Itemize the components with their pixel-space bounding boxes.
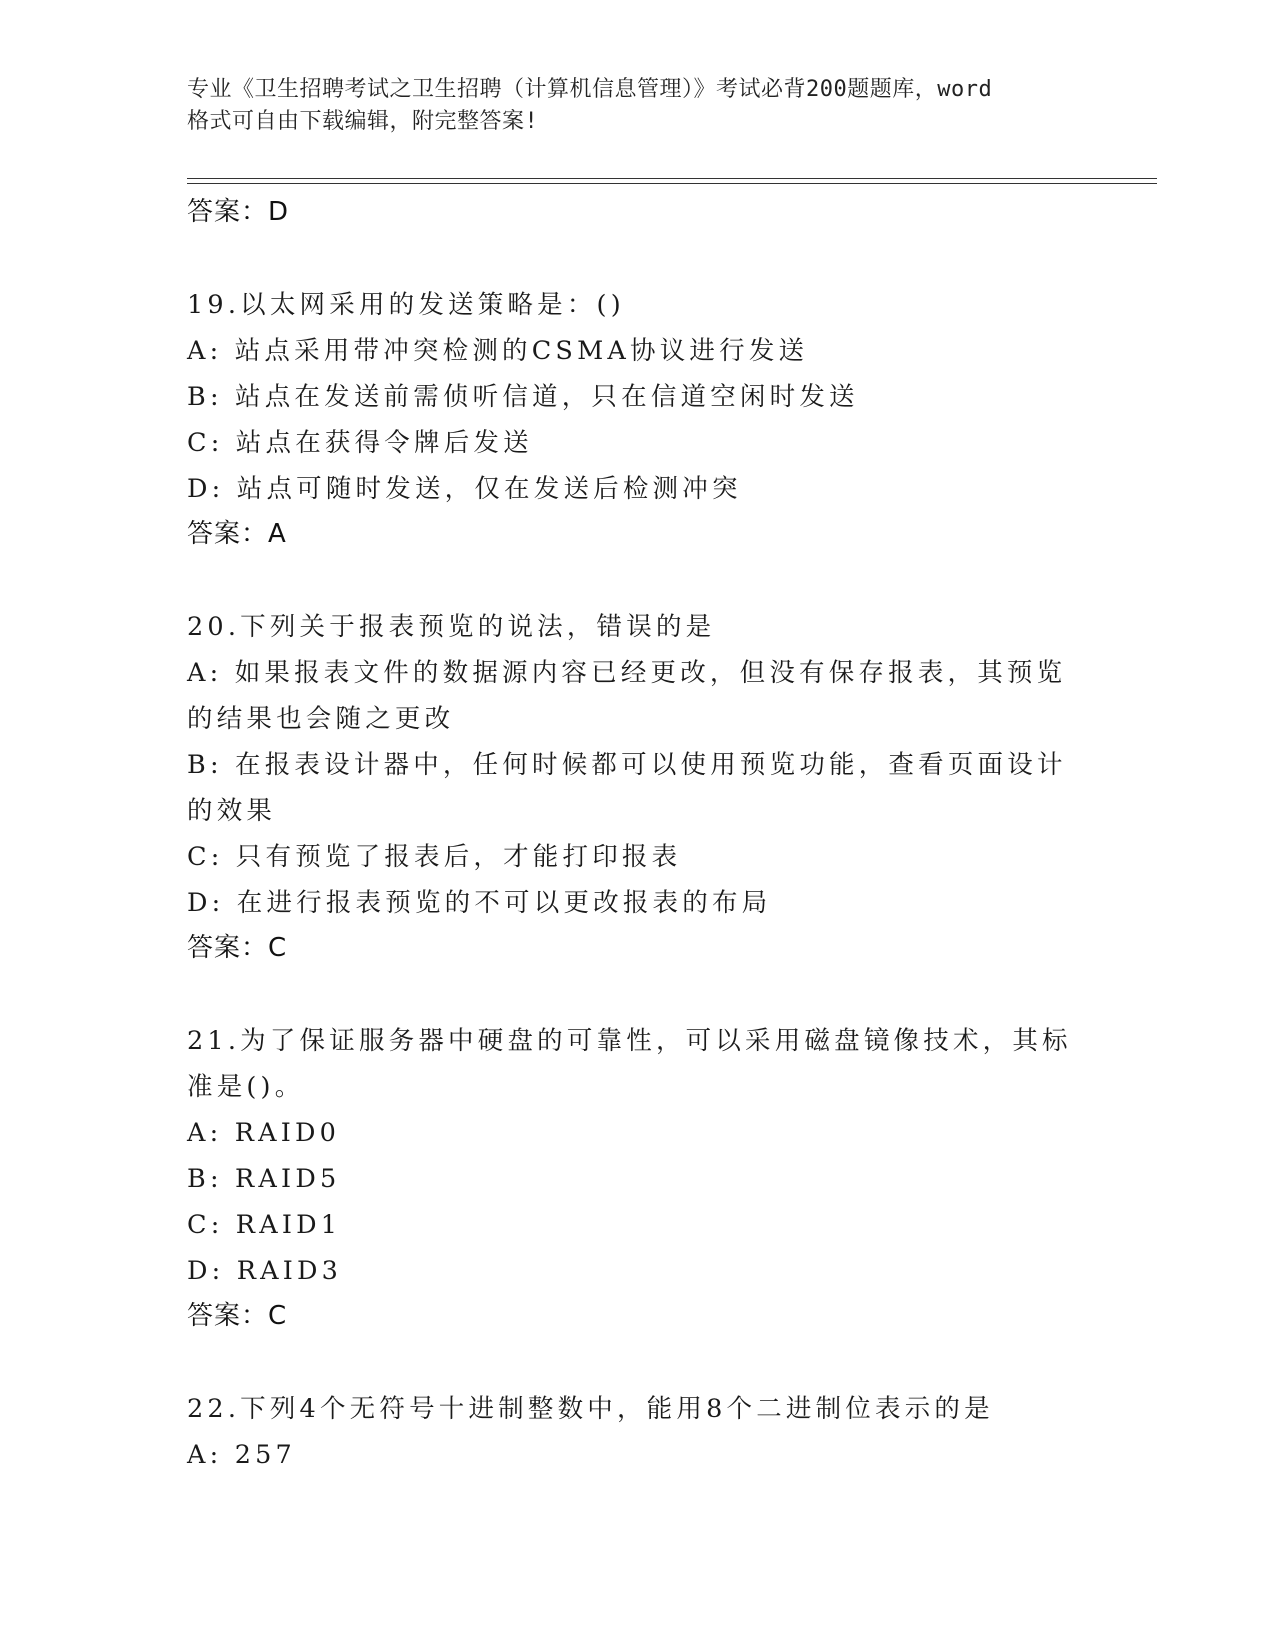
option-b: B: 在报表设计器中，任何时候都可以使用预览功能，查看页面设计的效果 — [187, 750, 1067, 826]
option-a: A: 站点采用带冲突检测的CSMA协议进行发送 — [187, 336, 809, 366]
question-text: 19.以太网采用的发送策略是：() — [187, 290, 625, 320]
option-d: D: RAID3 — [187, 1256, 343, 1286]
question-19 — [187, 282, 1087, 556]
question-22 — [187, 1386, 1087, 1478]
question-text: 21.为了保证服务器中硬盘的可靠性，可以采用磁盘镜像技术，其标准是()。 — [187, 1026, 1072, 1102]
answer-line: 答案：A — [187, 519, 287, 549]
spacer — [187, 556, 1087, 604]
option-c: C: 站点在获得令牌后发送 — [187, 428, 533, 458]
spacer — [187, 970, 1087, 1018]
option-c: C: 只有预览了报表后，才能打印报表 — [187, 842, 682, 872]
answer-line: 答案：C — [187, 933, 288, 963]
spacer — [187, 1338, 1087, 1386]
document-content — [187, 190, 1087, 1478]
question-20 — [187, 604, 1087, 970]
question-text: 20.下列关于报表预览的说法，错误的是 — [187, 612, 716, 642]
header-divider — [187, 178, 1157, 184]
option-a: A: 如果报表文件的数据源内容已经更改，但没有保存报表，其预览的结果也会随之更改 — [187, 658, 1067, 734]
option-b: B: RAID5 — [187, 1164, 341, 1194]
spacer — [187, 234, 1087, 282]
header-line-2: 格式可自由下载编辑，附完整答案! — [187, 109, 539, 134]
answer-line: 答案：C — [187, 1301, 288, 1331]
option-a: A: RAID0 — [187, 1118, 341, 1148]
answer-line: 答案：D — [187, 197, 290, 227]
header-line-1: 专业《卫生招聘考试之卫生招聘（计算机信息管理）》考试必背200题题库，word — [187, 77, 993, 102]
question-text: 22.下列4个无符号十进制整数中，能用8个二进制位表示的是 — [187, 1394, 994, 1424]
option-d: D: 在进行报表预览的不可以更改报表的布局 — [187, 888, 772, 918]
question-21 — [187, 1018, 1087, 1338]
document-page — [187, 0, 1157, 1650]
document-header — [187, 74, 1087, 138]
option-d: D: 站点可随时发送，仅在发送后检测冲突 — [187, 474, 742, 504]
option-c: C: RAID1 — [187, 1210, 342, 1240]
option-b: B: 站点在发送前需侦听信道，只在信道空闲时发送 — [187, 382, 859, 412]
option-a: A: 257 — [187, 1440, 296, 1470]
